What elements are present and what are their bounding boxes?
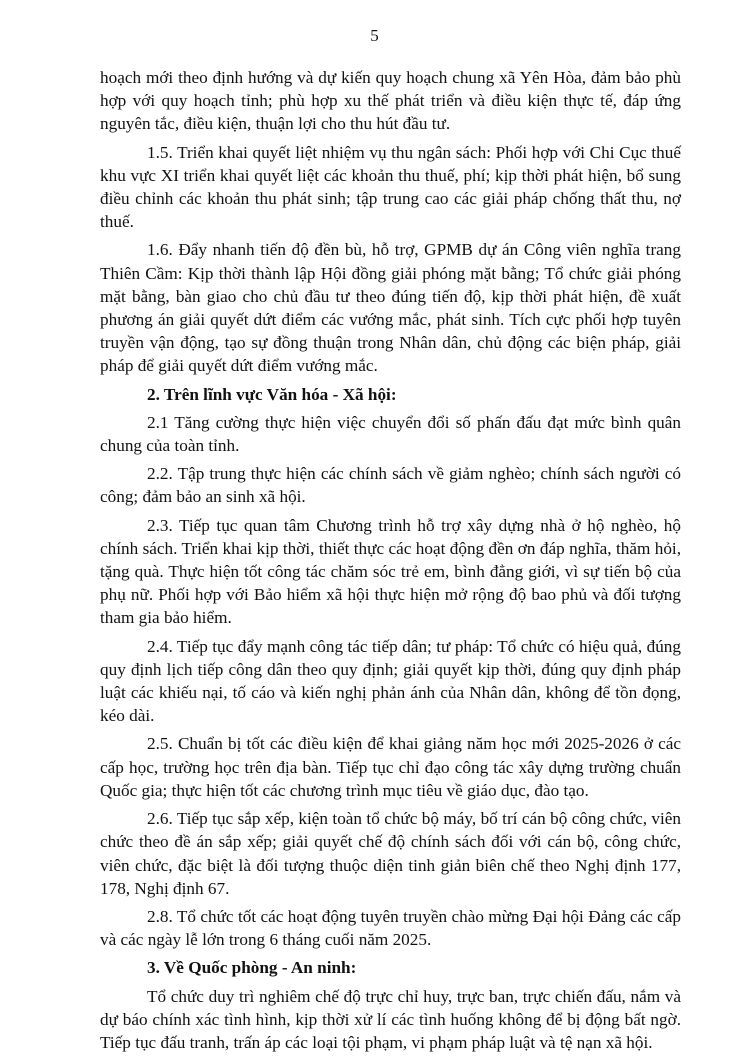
section-heading-2: 2. Trên lĩnh vực Văn hóa - Xã hội:: [147, 384, 397, 404]
paragraph-2-3: 2.3. Tiếp tục quan tâm Chương trình hỗ trợ xây dựng nhà ở hộ nghèo, hộ chính sách. Triển khai kịp thời, thiết thực các hoạt động đền ơn đáp nghĩa, thăm hỏi, tặng quà. Thực hiện tốt công tác chăm sóc trẻ em, bình đẳng giới, vì sự tiến bộ của phụ nữ. Phối hợp với Bảo hiểm xã hội thực hiện mở rộng độ bao phủ và đối tượng tham gia bảo hiểm.: [100, 515, 681, 628]
paragraph-2-4: 2.4. Tiếp tục đẩy mạnh công tác tiếp dân; tư pháp: Tổ chức có hiệu quả, đúng quy định lịch tiếp công dân theo quy định; giải quyết kịp thời, đúng quy định pháp luật các khiếu nại, tố cáo và kiến nghị phản ánh của Nhân dân, không để tồn đọng, kéo dài.: [100, 636, 681, 726]
paragraph-3-body: Tổ chức duy trì nghiêm chế độ trực chỉ huy, trực ban, trực chiến đấu, nắm và dự báo chính xác tình hình, kịp thời xử lí các tình huống không để bị động bất ngờ. Tiếp tục đấu tranh, trấn áp các loại tội phạm, vi phạm pháp luật và tệ nạn xã hội.: [100, 986, 681, 1052]
page-number: 5: [370, 26, 379, 45]
paragraph-2-1: 2.1 Tăng cường thực hiện việc chuyển đổi số phấn đấu đạt mức bình quân chung của toàn tỉnh.: [100, 412, 681, 456]
paragraph-1-6: 1.6. Đẩy nhanh tiến độ đền bù, hỗ trợ, GPMB dự án Công viên nghĩa trang Thiên Cầm: Kịp thời thành lập Hội đồng giải phóng mặt bằng; Tổ chức giải phóng mặt bằng, bàn giao cho chủ đầu tư theo đúng tiến độ, kịp thời phát hiện, đề xuất phương án giải quyết dứt điểm các vướng mắc, phát sinh. Tích cực phối hợp tuyên truyền vận động, tạo sự đồng thuận trong Nhân dân, chủ động các biện pháp, giải pháp để giải quyết dứt điểm vướng mắc.: [100, 240, 681, 376]
paragraph-2-8: 2.8. Tổ chức tốt các hoạt động tuyên truyền chào mừng Đại hội Đảng các cấp và các ngày lễ lớn trong 6 tháng cuối năm 2025.: [100, 906, 681, 950]
paragraph-2-5: 2.5. Chuẩn bị tốt các điều kiện để khai giảng năm học mới 2025-2026 ở các cấp học, trường học trên địa bàn. Tiếp tục chỉ đạo công tác xây dựng trường chuẩn Quốc gia; thực hiện tốt các chương trình mục tiêu về giáo dục, đào tạo.: [100, 734, 681, 800]
paragraph-2-2: 2.2. Tập trung thực hiện các chính sách về giảm nghèo; chính sách người có công; đảm bảo an sinh xã hội.: [100, 464, 681, 507]
section-heading-3: 3. Về Quốc phòng - An ninh:: [147, 958, 357, 978]
paragraph-1-5: 1.5. Triển khai quyết liệt nhiệm vụ thu ngân sách: Phối hợp với Chi Cục thuế khu vực XI triển khai quyết liệt các khoản thu thuế, phí; kịp thời phát hiện, bổ sung điều chỉnh các khoản thu phát sinh; tập trung cao các giải pháp chống thất thu, nợ thuế.: [100, 142, 681, 232]
paragraph-2-6: 2.6. Tiếp tục sắp xếp, kiện toàn tổ chức bộ máy, bố trí cán bộ công chức, viên chức theo đề án sắp xếp; giải quyết chế độ chính sách đối với cán bộ, công chức, viên chức, đặc biệt là đối tượng thuộc diện tinh giản biên chế theo Nghị định 177, 178, Nghị định 67.: [100, 809, 681, 898]
paragraph-continuation: hoạch mới theo định hướng và dự kiến quy hoạch chung xã Yên Hòa, đảm bảo phù hợp với quy hoạch tỉnh; phù hợp xu thế phát triển và điều kiện thực tế, đáp ứng nguyên tắc, điều kiện, thuận lợi cho thu hút đầu tư.: [100, 68, 681, 134]
document-body: [100, 66, 681, 1059]
